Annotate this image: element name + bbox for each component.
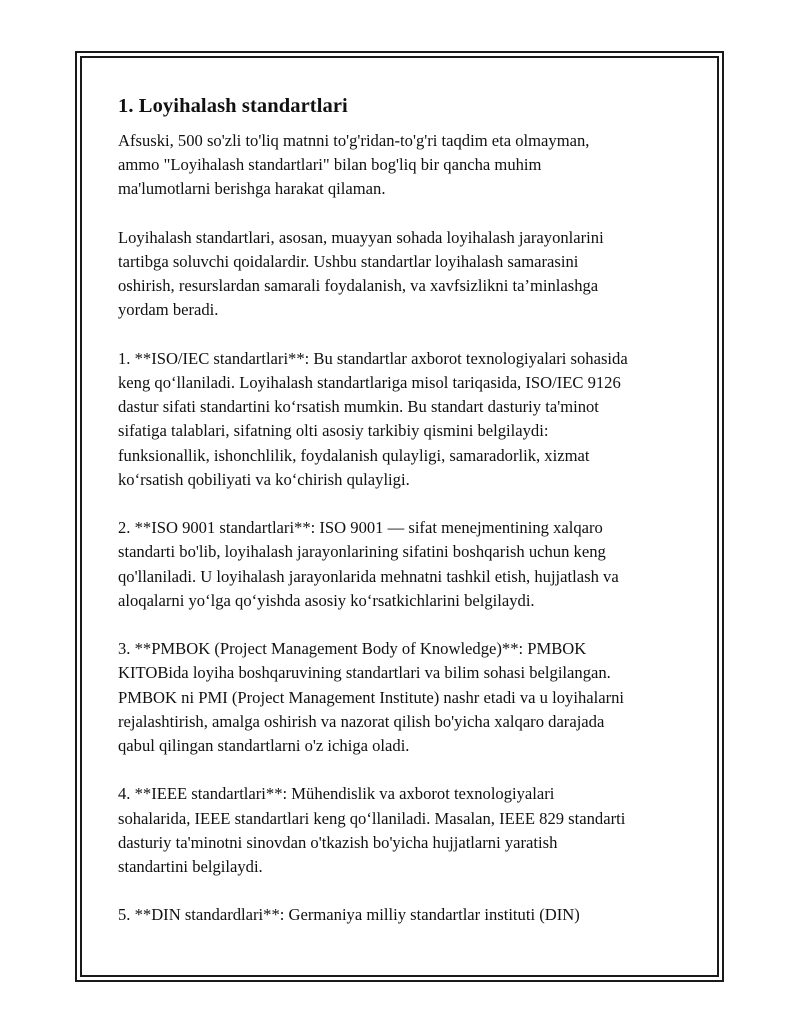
paragraph-ieee: 4. **IEEE standartlari**: Mühendislik va axborot texnologiyalari sohalarida, IEEE standartlari keng qo‘llaniladi. Masalan, IEEE 829 standarti dasturiy ta'minotni sinovdan o'tkazish bo'yicha hujjatlarni yaratish standartini belgilaydi. <box>118 784 626 877</box>
paragraph-pmbok: 3. **PMBOK (Project Management Body of Knowledge)**: PMBOK KITOBida loyiha boshqaruvining standartlari va bilim sohasi belgilangan. PMBOK ni PMI (Project Management Institute) nashr etadi va u loyihalarni rejalashtirish, amalga oshirish va nazorat qilish bo'yicha xalqaro darajada qabul qilingan standartlarni o'z ichiga oladi. <box>118 639 625 756</box>
paragraph-iso-9001: 2. **ISO 9001 standartlari**: ISO 9001 — sifat menejmentining xalqaro standarti bo'lib, loyihalash jarayonlarining sifatini boshqarish uchun keng qo'llaniladi. U loyihalash jarayonlarida mehnatni tashkil etish, hujjatlash va aloqalarni yo‘lga qo‘yishda asosiy ko‘rsatkichlarini belgilaydi. <box>118 518 619 610</box>
paragraph-definition: Loyihalash standartlari, asosan, muayyan sohada loyihalash jarayonlarini tartibga soluvchi qoidalardir. Ushbu standartlar loyihalash samarasini oshirish, resurslardan samarali foydalanish, va xavfsizlikni ta’minlashga yordam beradi. <box>118 227 604 320</box>
section-heading: 1. Loyihalash standartlari <box>118 95 348 117</box>
paragraph-intro: Afsuski, 500 so'zli to'liq matnni to'g'ridan-to'g'ri taqdim eta olmayman, ammo "Loyihalash standartlari" bilan bog'liq bir qancha muhim ma'lumotlarni berishga harakat qilaman. <box>118 131 590 199</box>
paragraph-iso-iec: 1. **ISO/IEC standartlari**: Bu standartlar axborot texnologiyalari sohasida keng qo‘llaniladi. Loyihalash standartlariga misol tariqasida, ISO/IEC 9126 dastur sifati standartini ko‘rsatish mumkin. Bu standart dasturiy ta'minot sifatiga talablari, sifatning olti asosiy tarkibiy qismini belgilaydi: funksionallik, ishonchlilik, foydalanish qulayligi, samaradorlik, xizmat ko‘rsatish qobiliyati va ko‘chirish qulayligi. <box>118 348 628 489</box>
document-body <box>118 92 698 952</box>
paragraph-din: 5. **DIN standardlari**: Germaniya milliy standartlar instituti (DIN) <box>118 905 580 925</box>
